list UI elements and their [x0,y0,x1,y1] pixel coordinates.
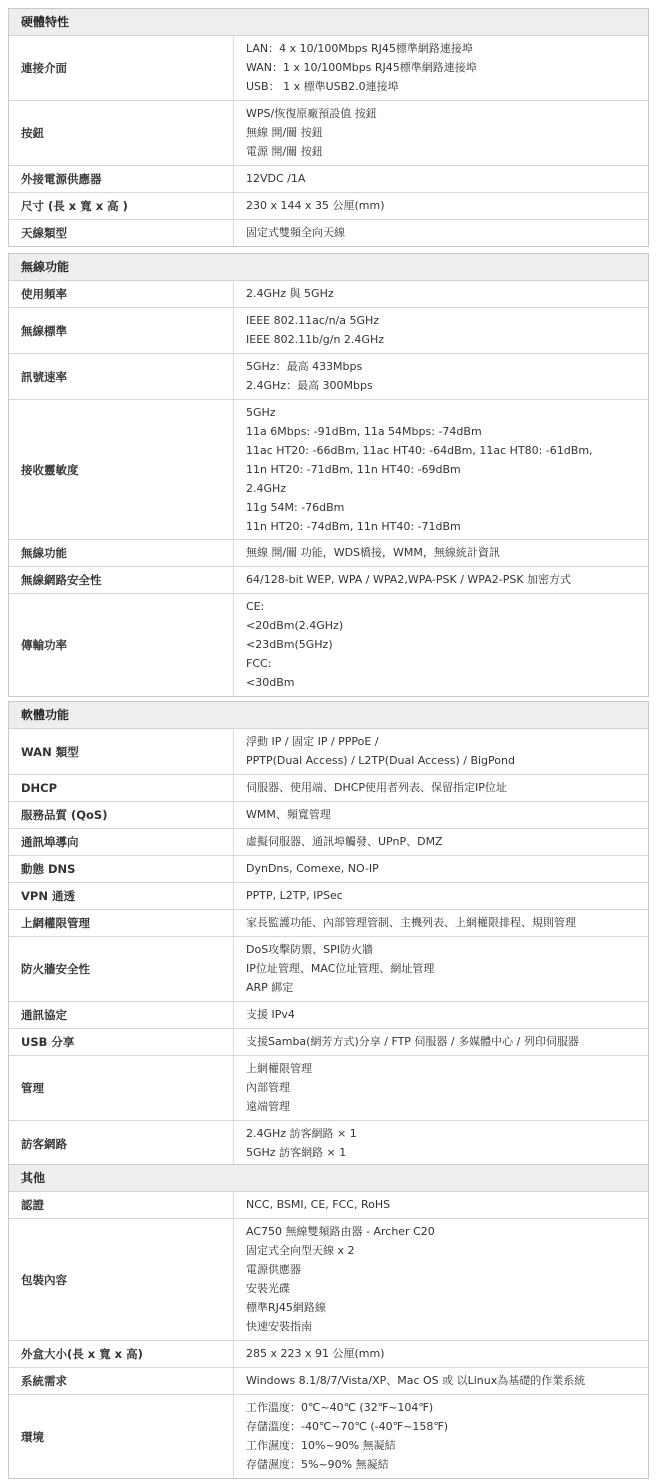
spec-value-line: 內部管理 [246,1081,290,1094]
spec-row [9,1002,648,1029]
spec-label: 訪客網路 [9,1121,234,1166]
spec-row [9,1219,648,1341]
spec-value-line: Windows 8.1/8/7/Vista/XP、Mac OS 或 以Linux為基礎的作業系統 [246,1374,586,1387]
spec-row [9,220,648,246]
spec-label: 無線網路安全性 [9,567,234,593]
spec-value-line: 安裝光碟 [246,1282,290,1295]
spec-value-line: 遠端管理 [246,1100,290,1113]
spec-value-line: <30dBm [246,676,295,689]
spec-value [234,281,648,307]
spec-label: 接收靈敏度 [9,400,234,539]
spec-label: 通訊協定 [9,1002,234,1028]
spec-row [9,1395,648,1478]
spec-label: 動態 DNS [9,856,234,882]
spec-row [9,1056,648,1121]
spec-label: 使用頻率 [9,281,234,307]
spec-row [9,1192,648,1219]
spec-value-line: 支援Samba(網芳方式)分享 / FTP 伺服器 / 多媒體中心 / 列印伺服器 [246,1035,579,1048]
spec-label: VPN 通透 [9,883,234,909]
spec-value-line: IEEE 802.11b/g/n 2.4GHz [246,333,384,346]
spec-row [9,1029,648,1056]
spec-label: 無線標準 [9,308,234,353]
spec-value-line: 無線 開/關 按鈕 [246,126,323,139]
spec-row [9,101,648,166]
spec-value-line: 上網權限管理 [246,1062,312,1075]
spec-value [234,1002,648,1028]
spec-value-line: PPTP, L2TP, IPSec [246,889,343,902]
spec-value-line: 11n HT20: -74dBm, 11n HT40: -71dBm [246,520,461,533]
spec-value [234,775,648,801]
spec-value-line: 固定式雙頻全向天線 [246,226,345,239]
spec-value-line: WAN：1 x 10/100Mbps RJ45標準網路連接埠 [246,61,477,74]
spec-value-line: 支援 IPv4 [246,1008,295,1021]
spec-value [234,883,648,909]
spec-value-line: 285 x 223 x 91 公厘(mm) [246,1347,385,1360]
spec-row [9,856,648,883]
spec-label: 防火牆安全性 [9,937,234,1001]
spec-label: 系統需求 [9,1368,234,1394]
spec-value-line: 固定式全向型天線 x 2 [246,1244,355,1257]
spec-row [9,1368,648,1395]
spec-value-line: 2.4GHz：最高 300Mbps [246,379,373,392]
spec-label: 環境 [9,1395,234,1478]
spec-value [234,400,648,539]
spec-value-line: USB： 1 x 標準USB2.0連接埠 [246,80,399,93]
spec-value [234,101,648,165]
spec-value-line: 11g 54M: -76dBm [246,501,345,514]
spec-value-line: 11n HT20: -71dBm, 11n HT40: -69dBm [246,463,461,476]
spec-value-line: 12VDC /1A [246,172,306,185]
spec-value-line: LAN：4 x 10/100Mbps RJ45標準網路連接埠 [246,42,473,55]
spec-value-line: 電源 開/關 按鈕 [246,145,323,158]
spec-value-line: 存儲濕度：5%~90% 無凝結 [246,1458,389,1471]
spec-value-line: 伺服器、使用端、DHCP使用者列表、保留指定IP位址 [246,781,507,794]
spec-value [234,567,648,593]
spec-value-line: <23dBm(5GHz) [246,638,333,651]
spec-value-line: WPS/恢復原廠預設值 按鈕 [246,107,377,120]
spec-row [9,1341,648,1368]
spec-label: 認證 [9,1192,234,1218]
spec-label: 天線類型 [9,220,234,246]
spec-value [234,1219,648,1340]
spec-value-line: 11ac HT20: -66dBm, 11ac HT40: -64dBm, 11ac HT80: -61dBm, [246,444,593,457]
spec-value-line: IP位址管理、MAC位址管理、網址管理 [246,962,435,975]
spec-section [8,8,649,247]
spec-label: 訊號速率 [9,354,234,399]
spec-value [234,1341,648,1367]
spec-value [234,829,648,855]
spec-value-line: 工作濕度：10%~90% 無凝結 [246,1439,396,1452]
spec-value-line: 存儲溫度：-40℃~70℃ (-40℉~158℉) [246,1420,449,1433]
spec-value-line: 5GHz 訪客網路 × 1 [246,1146,347,1159]
spec-value [234,540,648,566]
spec-value-line: FCC: [246,657,272,670]
spec-row [9,883,648,910]
section-title: 無線功能 [9,254,648,281]
spec-section [8,1164,649,1479]
spec-label: DHCP [9,775,234,801]
spec-row [9,400,648,540]
spec-value [234,802,648,828]
spec-value-line: NCC, BSMI, CE, FCC, RoHS [246,1198,391,1211]
section-title: 其他 [9,1165,648,1192]
spec-value-line: 230 x 144 x 35 公厘(mm) [246,199,385,212]
spec-value [234,166,648,192]
spec-value-line: 2.4GHz 訪客網路 × 1 [246,1127,357,1140]
spec-value [234,1121,648,1166]
spec-value-line: AC750 無線雙頻路由器 - Archer C20 [246,1225,435,1238]
spec-value [234,1395,648,1478]
spec-row [9,540,648,567]
spec-label: 外盒大小(長 x 寬 x 高) [9,1341,234,1367]
spec-row [9,281,648,308]
spec-value [234,937,648,1001]
spec-value-line: 虛擬伺服器、通訊埠觸發、UPnP、DMZ [246,835,443,848]
spec-row [9,829,648,856]
spec-value-line: 5GHz [246,406,276,419]
spec-value-line: CE: [246,600,265,613]
spec-row [9,1121,648,1166]
spec-label: 尺寸 (長 x 寬 x 高 ) [9,193,234,219]
spec-section [8,701,649,1167]
spec-row [9,910,648,937]
spec-value [234,594,648,696]
spec-value-line: 無線 開/關 功能，WDS橋接，WMM，無線統計資訊 [246,546,500,559]
spec-label: 無線功能 [9,540,234,566]
spec-label: 通訊埠導向 [9,829,234,855]
spec-label: 上網權限管理 [9,910,234,936]
spec-value [234,1192,648,1218]
spec-value-line: 64/128-bit WEP, WPA / WPA2,WPA-PSK / WPA2-PSK 加密方式 [246,573,572,586]
spec-row [9,308,648,354]
spec-value-line: ARP 綁定 [246,981,294,994]
spec-label: USB 分享 [9,1029,234,1055]
spec-row [9,729,648,775]
spec-value-line: PPTP(Dual Access) / L2TP(Dual Access) / BigPond [246,754,515,767]
spec-value [234,193,648,219]
spec-label: 傳輸功率 [9,594,234,696]
spec-label: 服務品質 (QoS) [9,802,234,828]
spec-label: 連接介面 [9,36,234,100]
spec-value-line: DoS攻擊防禦、SPI防火牆 [246,943,374,956]
spec-row [9,567,648,594]
spec-label: 管理 [9,1056,234,1120]
spec-value [234,1029,648,1055]
spec-value-line: 家長監護功能、內部管理管制、主機列表、上網權限排程、規則管理 [246,916,576,929]
section-title: 硬體特性 [9,9,648,36]
spec-row [9,594,648,696]
spec-value-line: 浮動 IP / 固定 IP / PPPoE / [246,735,379,748]
spec-row [9,775,648,802]
spec-row [9,354,648,400]
spec-value-line: 電源供應器 [246,1263,301,1276]
spec-label: 按鈕 [9,101,234,165]
spec-label: 外接電源供應器 [9,166,234,192]
spec-row [9,802,648,829]
spec-value [234,1368,648,1394]
spec-value-line: IEEE 802.11ac/n/a 5GHz [246,314,380,327]
spec-value-line: DynDns, Comexe, NO-IP [246,862,379,875]
spec-value-line: 2.4GHz [246,482,287,495]
spec-row [9,166,648,193]
spec-value [234,1056,648,1120]
spec-value [234,856,648,882]
spec-value-line: <20dBm(2.4GHz) [246,619,344,632]
spec-value-line: 標準RJ45網路線 [246,1301,326,1314]
spec-section [8,253,649,697]
spec-value [234,354,648,399]
spec-row [9,193,648,220]
spec-value-line: 快速安裝指南 [246,1320,312,1333]
spec-value [234,910,648,936]
spec-value [234,308,648,353]
spec-value-line: 5GHz：最高 433Mbps [246,360,363,373]
spec-value-line: WMM、頻寬管理 [246,808,331,821]
spec-value [234,729,648,774]
section-title: 軟體功能 [9,702,648,729]
spec-value [234,36,648,100]
spec-label: 包裝內容 [9,1219,234,1340]
spec-row [9,36,648,101]
spec-value-line: 工作溫度：0℃~40℃ (32℉~104℉) [246,1401,434,1414]
spec-row [9,937,648,1002]
spec-value [234,220,648,246]
spec-value-line: 2.4GHz 與 5GHz [246,287,334,300]
spec-label: WAN 類型 [9,729,234,774]
spec-value-line: 11a 6Mbps: -91dBm, 11a 54Mbps: -74dBm [246,425,482,438]
